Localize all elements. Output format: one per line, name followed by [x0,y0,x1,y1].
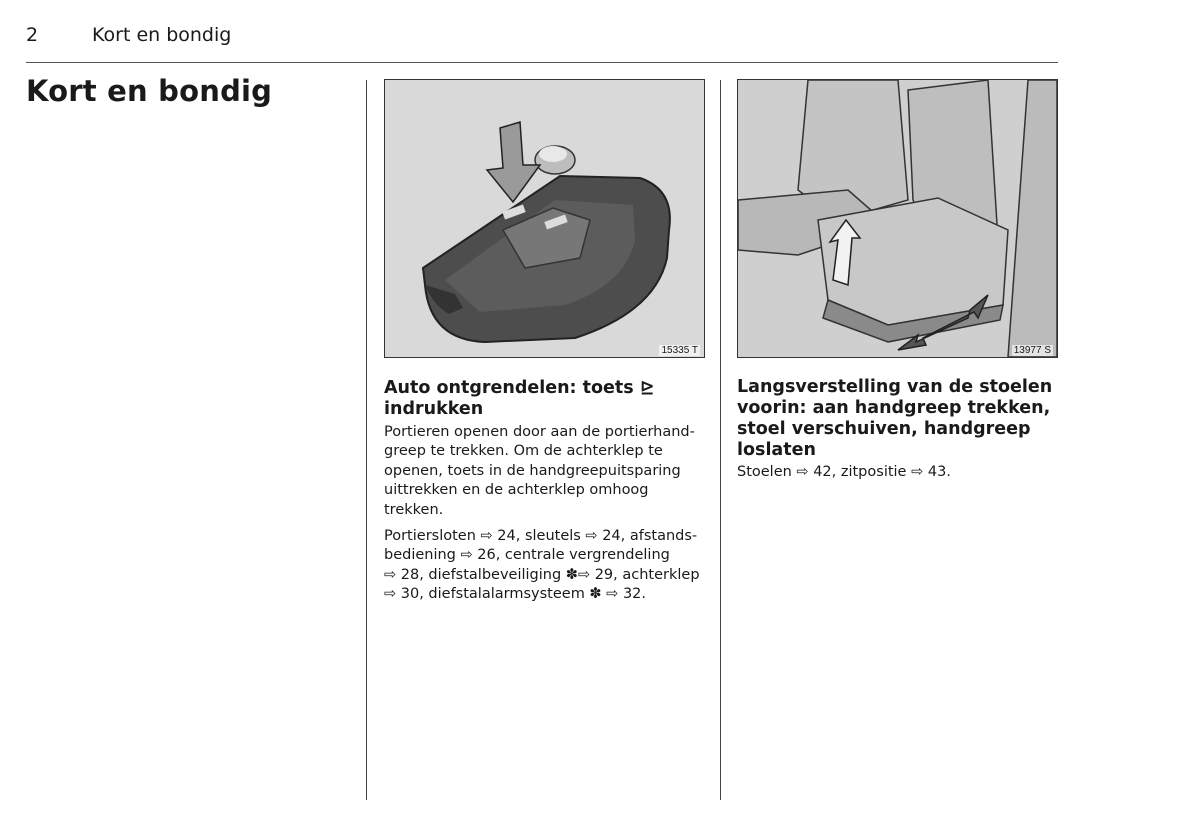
key-fob-illustration [384,79,705,358]
body-line: uittrekken en de achterklep omhoog [384,482,649,499]
heading-line: indrukken [384,399,484,419]
body-line: openen, toets in de handgreepuitsparing [384,462,681,479]
references-paragraph [737,463,1067,482]
reference-line: Portiersloten ⇨ 24, sleutels ⇨ 24, afstands- [384,528,698,545]
reference-line: bediening ⇨ 26, centrale vergrendeling [384,547,670,564]
body-line: trekken. [384,501,444,518]
page-number: 2 [26,24,39,46]
heading-line: Auto ontgrendelen: toets ⊵ [384,378,655,398]
section-heading [737,377,1067,461]
running-title: Kort en bondig [92,24,232,46]
section-heading [384,378,714,420]
body-line: Portieren openen door aan de portierhand- [384,424,695,440]
body-line: greep te trekken. Om de achterklep te [384,443,663,460]
section-body [384,423,714,612]
heading-line: loslaten [737,440,816,460]
figure-code: 13977 S [1013,345,1051,356]
page-title: Kort en bondig [26,74,273,108]
heading-line: voorin: aan handgreep trekken, [737,398,1051,418]
header-rule [26,62,1058,63]
section-body [737,463,1067,489]
reference-line: Stoelen ⇨ 42, zitpositie ⇨ 43. [737,464,951,480]
seat-adjustment-illustration [737,79,1058,358]
body-paragraph [384,423,714,520]
column-divider-right [720,80,721,800]
figure-code: 15335 T [661,345,698,356]
column-divider-left [366,80,367,800]
heading-line: Langsverstelling van de stoelen [737,377,1053,397]
heading-line: stoel verschuiven, handgreep [737,419,1031,439]
references-paragraph [384,527,714,605]
reference-line: ⇨ 28, diefstalbeveiliging ✽⇨ 29, achterklep [384,566,700,583]
reference-line: ⇨ 30, diefstalalarmsysteem ✽ ⇨ 32. [384,586,646,603]
